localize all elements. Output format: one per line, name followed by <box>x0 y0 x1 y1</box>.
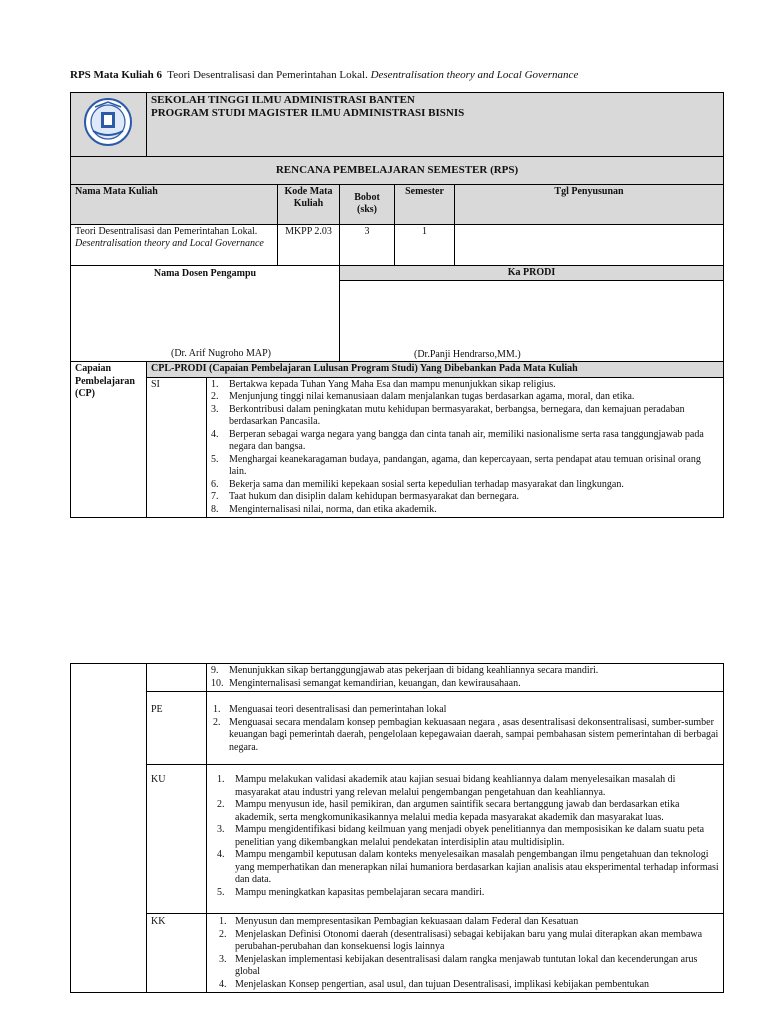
kk-list-cell <box>207 914 724 993</box>
header-date: Tgl Penyusunan <box>455 184 724 224</box>
kk-item-number: 2. <box>219 928 227 940</box>
kk-item-text: Menjelaskan Konsep pengertian, asal usul, dan tujuan Desentralisasi, implikasi kebijakan pembentukan <box>235 978 650 990</box>
ku-item-number: 2. <box>217 799 225 810</box>
course-name: Teori Desentralisasi dan Pemerintahan Lokal. <box>75 225 258 237</box>
si-item-text: Menginternalisasi nilai, norma, dan etika akademik. <box>229 503 437 515</box>
ku-item-text: Mampu menyusun ide, hasil pemikiran, dan argumen saintifik secara bertanggung jawab dan berdasarkan etika akademik, serta mengkomunikasikannya melalui media kepada masyarakat akademik dan masyarakat luas. <box>235 799 680 823</box>
si-item <box>207 454 719 479</box>
pe-item-text: Menguasai teori desentralisasi dan pemerintahan lokal <box>229 704 447 715</box>
si-item <box>207 491 719 504</box>
ku-item-text: Mampu mengambil keputusan dalam konteks menyelesaikan masalah pengembangan ilmu pengetahuan dan teknologi yang memperhatikan dan menerapkan nilai humaniora berdasarkan kajian analisis atau eksperimental terhadap informasi dan data. <box>235 849 719 885</box>
si-item-text: Menginternalisasi semangat kemandirian, keuangan, dan kewirausahaan. <box>229 677 521 689</box>
si-code: SI <box>147 377 207 518</box>
ku-item-number: 3. <box>217 824 225 835</box>
kk-item-number: 3. <box>219 953 227 965</box>
si-code-continued <box>147 664 207 692</box>
si-item-text: Menunjukkan sikap bertanggungjawab atas pekerjaan di bidang keahliannya secara mandiri. <box>229 665 599 676</box>
si-item-number: 5. <box>211 453 219 465</box>
si-list-cell <box>207 377 724 518</box>
header-course-name: Nama Mata Kuliah <box>71 184 278 224</box>
heading-title-en: Desentralisation theory and Local Governance <box>370 69 579 81</box>
si-item <box>207 678 719 691</box>
si-item-number: 7. <box>211 491 219 502</box>
course-credit: 3 <box>340 224 395 265</box>
si-item <box>207 665 719 678</box>
ku-list-cell <box>207 765 724 914</box>
kk-item-number: 1. <box>219 916 227 927</box>
ku-item-text: Mampu mengidentifikasi bidang keilmuan yang menjadi obyek penelitiannya dan memposisikan ke dalam suatu peta penelitian yang dikembangkan melalui pendekatan interdisiplin atau multidisiplin. <box>235 824 705 848</box>
si-item <box>207 504 719 517</box>
si-item-number: 9. <box>211 665 219 676</box>
ku-item <box>213 774 719 799</box>
si-list <box>207 379 719 517</box>
si-item-number: 4. <box>211 428 219 440</box>
pe-list <box>207 704 719 754</box>
si-list-continued-cell <box>207 664 724 692</box>
institution-line-1: SEKOLAH TINGGI ILMU ADMINISTRASI BANTEN <box>151 94 415 106</box>
ku-item <box>213 849 719 887</box>
kk-item-text: Menjelaskan implementasi kebijakan desentralisasi dalam rangka menjawab tuntutan lokal dan kecenderungan arus global <box>235 953 698 977</box>
lecturer-cell <box>71 265 340 362</box>
si-item <box>207 379 719 392</box>
cp-label: Capaian Pembelajaran (CP) <box>71 362 147 518</box>
kk-item-text: Menjelaskan Definisi Otonomi daerah (desentralisasi) sebagai kebijakan baru yang mulai diterapkan akan membawa perubahan-perubahan dan konsekuensi logis lainnya <box>235 928 703 952</box>
course-name-en: Desentralisation theory and Local Governance <box>75 238 264 249</box>
pe-item-text: Menguasai secara mendalam konsep pembagian kekuasaan negara , asas desentralisasi dekonsentralisasi, sumber-sumber keuangan bagi pemerintah daerah, pengelolaan kepegawaian daerah, sampai pembahasan sistem pemerintahan di berbagai negara. <box>229 716 719 753</box>
rps-table-continued <box>70 663 724 993</box>
si-item-number: 1. <box>211 378 219 390</box>
heading-title: Teori Desentralisasi dan Pemerintahan Lokal. <box>167 69 368 81</box>
institution-line-2: PROGRAM STUDI MAGISTER ILMU ADMINISTRASI BISNIS <box>151 107 465 119</box>
kk-code: KK <box>147 914 207 993</box>
si-item-number: 6. <box>211 478 219 490</box>
ku-code: KU <box>147 765 207 914</box>
logo-cell <box>71 93 147 157</box>
course-date <box>455 224 724 265</box>
lecturer-name: (Dr. Arif Nugroho MAP) <box>171 347 271 359</box>
header-semester: Semester <box>395 184 455 224</box>
kk-item <box>213 979 719 992</box>
kk-item <box>213 929 719 954</box>
pe-item-number: 1. <box>213 704 221 715</box>
si-item-text: Bertakwa kepada Tuhan Yang Maha Esa dan mampu menunjukkan sikap religius. <box>229 378 556 390</box>
kk-item <box>213 916 719 929</box>
si-item-text: Berkontribusi dalam peningkatan mutu kehidupan bermasyarakat, berbangsa, bernegara, dan kemajuan peradaban berdasarkan Pancasila. <box>229 403 685 427</box>
pe-item-number: 2. <box>213 716 221 728</box>
head-label: Ka PRODI <box>340 265 724 281</box>
course-name-cell <box>71 224 278 265</box>
si-item-text: Taat hukum dan disiplin dalam kehidupan bermasyarakat dan bernegara. <box>229 491 520 502</box>
heading-label: RPS Mata Kuliah 6 <box>70 69 162 81</box>
si-item-number: 3. <box>211 403 219 415</box>
ku-item-text: Mampu melakukan validasi akademik atau kajian sesuai bidang keahliannya dalam menyelesaikan masalah di masyarakat atau industri yang relevan melalui pengembangan pengetahuan dan keahliannya. <box>235 774 676 798</box>
kk-item-number: 4. <box>219 978 227 990</box>
pe-item <box>207 717 719 755</box>
lecturer-label: Nama Dosen Pengampu <box>153 267 257 279</box>
document-title: RENCANA PEMBELAJARAN SEMESTER (RPS) <box>71 156 724 184</box>
si-item-number: 10. <box>211 677 224 689</box>
si-item <box>207 479 719 492</box>
pe-code: PE <box>147 692 207 765</box>
rps-table <box>70 92 724 518</box>
ku-list <box>213 774 719 899</box>
cp-label-continued <box>71 664 147 993</box>
si-item <box>207 391 719 404</box>
cp-header: CPL-PRODI (Capaian Pembelajaran Lulusan Program Studi) Yang Dibebankan Pada Mata Kuliah <box>147 362 724 378</box>
institution-logo <box>71 93 145 151</box>
course-semester: 1 <box>395 224 455 265</box>
institution-names <box>147 93 724 157</box>
si-item <box>207 429 719 454</box>
course-code: MKPP 2.03 <box>278 224 340 265</box>
si-item-number: 2. <box>211 391 219 402</box>
ku-item <box>213 887 719 900</box>
ku-item-number: 5. <box>217 886 225 898</box>
si-item <box>207 404 719 429</box>
header-credit: Bobot (sks) <box>340 184 395 224</box>
si-list-continued <box>207 665 719 690</box>
head-name: (Dr.Panji Hendrarso,MM.) <box>414 348 521 360</box>
ku-item-number: 1. <box>217 774 225 785</box>
ku-item-number: 4. <box>217 849 225 860</box>
si-item-text: Bekerja sama dan memiliki kepekaan sosial serta kepedulian terhadap masyarakat dan lingkungan. <box>229 478 624 490</box>
kk-item <box>213 954 719 979</box>
pe-list-cell <box>207 692 724 765</box>
pe-item <box>207 704 719 717</box>
ku-item <box>213 799 719 824</box>
si-item-text: Menjunjung tinggi nilai kemanusiaan dalam menjalankan tugas berdasarkan agama, moral, dan etika. <box>229 391 635 402</box>
head-cell <box>340 281 724 362</box>
header-code: Kode Mata Kuliah <box>278 184 340 224</box>
si-item-text: Berperan sebagai warga negara yang bangga dan cinta tanah air, memiliki nasionalisme serta rasa tanggungjawab pada negara dan bangsa. <box>229 428 704 452</box>
kk-item-text: Menyusun dan mempresentasikan Pembagian kekuasaan dalam Federal dan Kesatuan <box>235 916 579 927</box>
ku-item-text: Mampu meningkatkan kapasitas pembelajaran secara mandiri. <box>235 886 485 898</box>
si-item-text: Menghargai keanekaragaman budaya, pandangan, agama, dan kepercayaan, serta pendapat atau temuan orisinal orang lain. <box>229 453 701 477</box>
si-item-number: 8. <box>211 503 219 515</box>
kk-list <box>213 916 719 991</box>
ku-item <box>213 824 719 849</box>
document-heading <box>70 69 578 82</box>
